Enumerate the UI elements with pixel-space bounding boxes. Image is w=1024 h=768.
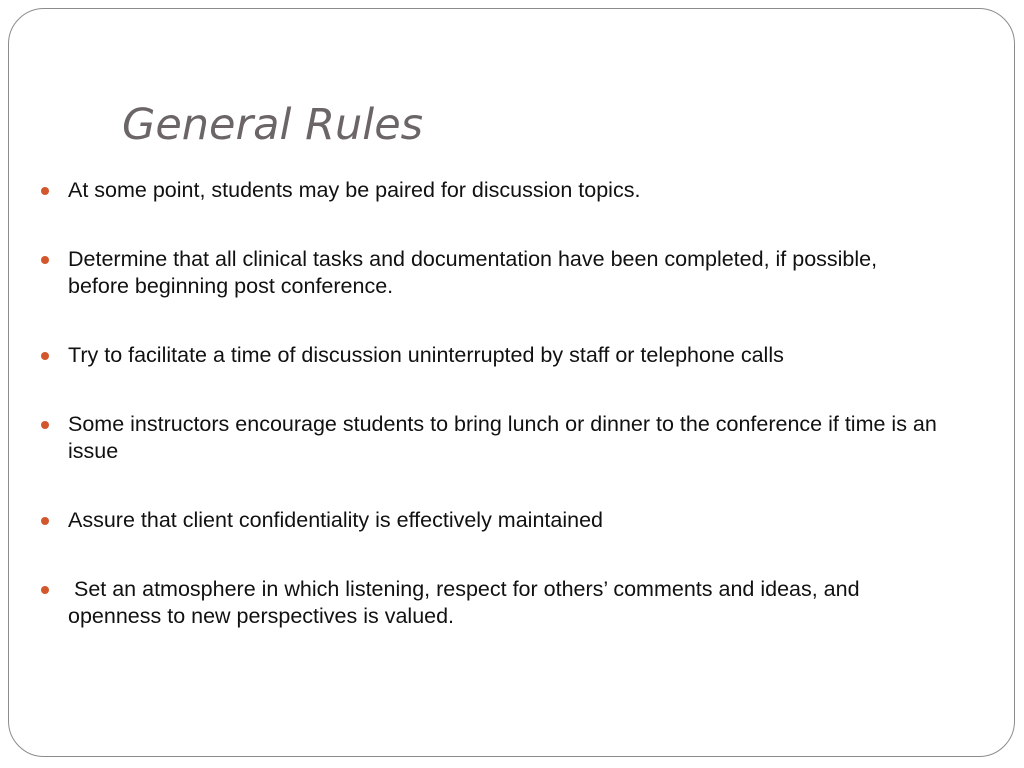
bullet-item — [39, 177, 939, 204]
bullet-text: Some instructors encourage students to bring lunch or dinner to the conference if time is an issue — [68, 412, 943, 463]
bullet-text: At some point, students may be paired for discussion topics. — [68, 178, 641, 202]
bullet-icon — [41, 256, 49, 264]
bullet-text: Assure that client confidentiality is effectively maintained — [68, 508, 603, 532]
slide-frame — [8, 8, 1015, 757]
bullet-icon — [41, 187, 49, 195]
bullet-text: Try to facilitate a time of discussion uninterrupted by staff or telephone calls — [68, 343, 784, 367]
bullet-item — [39, 411, 943, 465]
bullet-list — [39, 177, 943, 672]
bullet-text: Determine that all clinical tasks and documentation have been completed, if possible, before beginning post conference. — [68, 247, 884, 298]
bullet-item — [39, 342, 939, 369]
bullet-icon — [41, 352, 49, 360]
bullet-icon — [41, 586, 49, 594]
bullet-item — [39, 246, 939, 300]
bullet-item — [39, 576, 939, 630]
bullet-item — [39, 507, 939, 534]
bullet-icon — [41, 421, 49, 429]
slide-title: General Rules — [122, 100, 424, 150]
bullet-text: Set an atmosphere in which listening, respect for others’ comments and ideas, and openness to new perspectives is valued. — [68, 577, 866, 628]
bullet-icon — [41, 517, 49, 525]
